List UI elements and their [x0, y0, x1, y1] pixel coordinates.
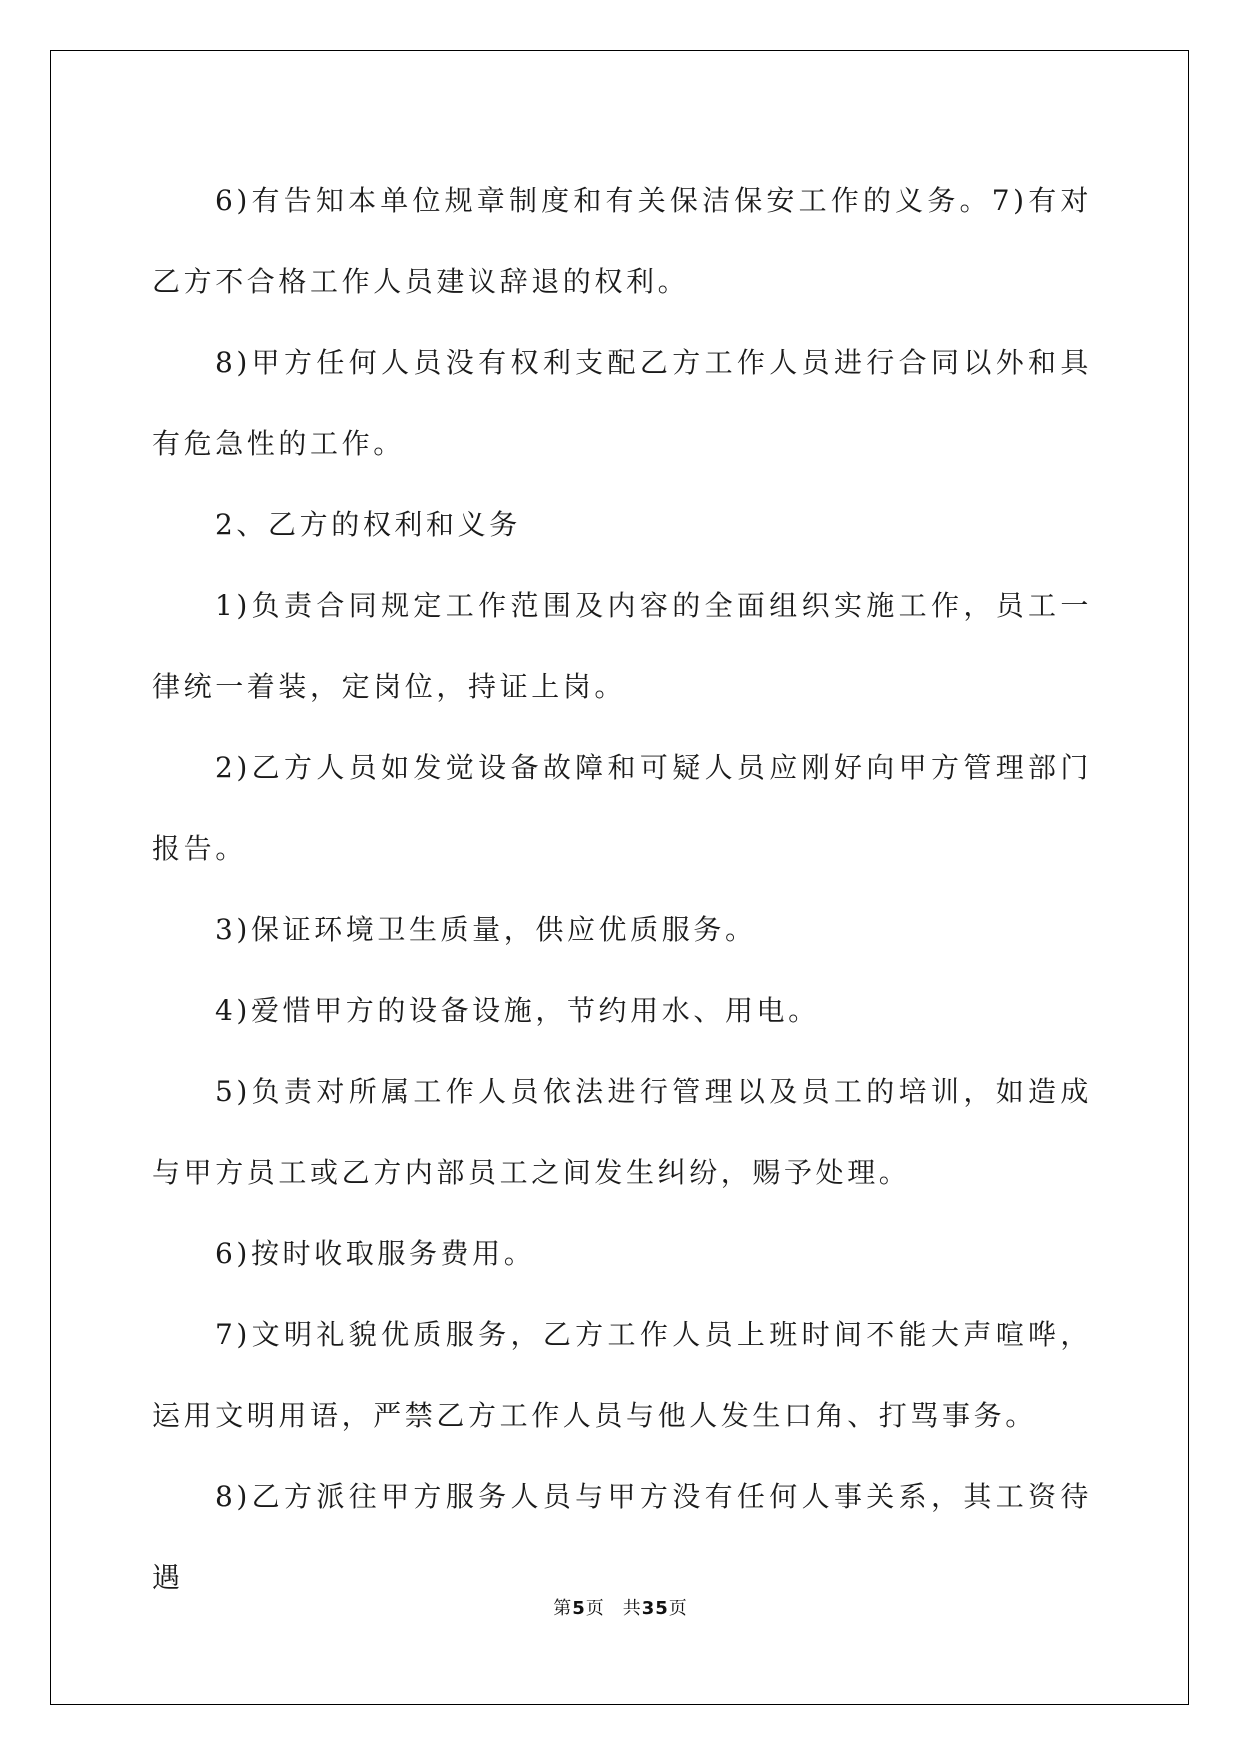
paragraph: 4)爱惜甲方的设备设施，节约用水、用电。 [215, 994, 820, 1027]
page-prefix: 第 [553, 1598, 573, 1619]
page-footer [0, 1594, 1241, 1620]
paragraph: 1)负责合同规定工作范围及内容的全面组织实施工作，员工一律统一着装，定岗位，持证上岗。 [152, 589, 1092, 703]
section-heading: 2、乙方的权利和义务 [215, 508, 521, 541]
paragraph: 6)有告知本单位规章制度和有关保洁保安工作的义务。7)有对乙方不合格工作人员建议辞退的权利。 [152, 184, 1092, 298]
paragraph: 8)乙方派往甲方服务人员与甲方没有任何人事关系，其工资待遇 [152, 1480, 1092, 1594]
page-suffix: 页 [585, 1598, 605, 1619]
total-pages: 35 [641, 1598, 669, 1619]
paragraph: 5)负责对所属工作人员依法进行管理以及员工的培训，如造成与甲方员工或乙方内部员工之间发生纠纷，赐予处理。 [152, 1075, 1092, 1189]
total-prefix: 共 [622, 1598, 642, 1619]
paragraph: 2)乙方人员如发觉设备故障和可疑人员应刚好向甲方管理部门报告。 [152, 751, 1092, 865]
document-body [152, 160, 1092, 1618]
total-suffix: 页 [668, 1598, 688, 1619]
paragraph: 7)文明礼貌优质服务，乙方工作人员上班时间不能大声喧哗，运用文明用语，严禁乙方工作人员与他人发生口角、打骂事务。 [152, 1318, 1092, 1432]
page-number: 5 [572, 1598, 586, 1619]
paragraph: 6)按时收取服务费用。 [215, 1237, 536, 1270]
paragraph: 3)保证环境卫生质量，供应优质服务。 [215, 913, 757, 946]
paragraph: 8)甲方任何人员没有权利支配乙方工作人员进行合同以外和具有危急性的工作。 [152, 346, 1092, 460]
